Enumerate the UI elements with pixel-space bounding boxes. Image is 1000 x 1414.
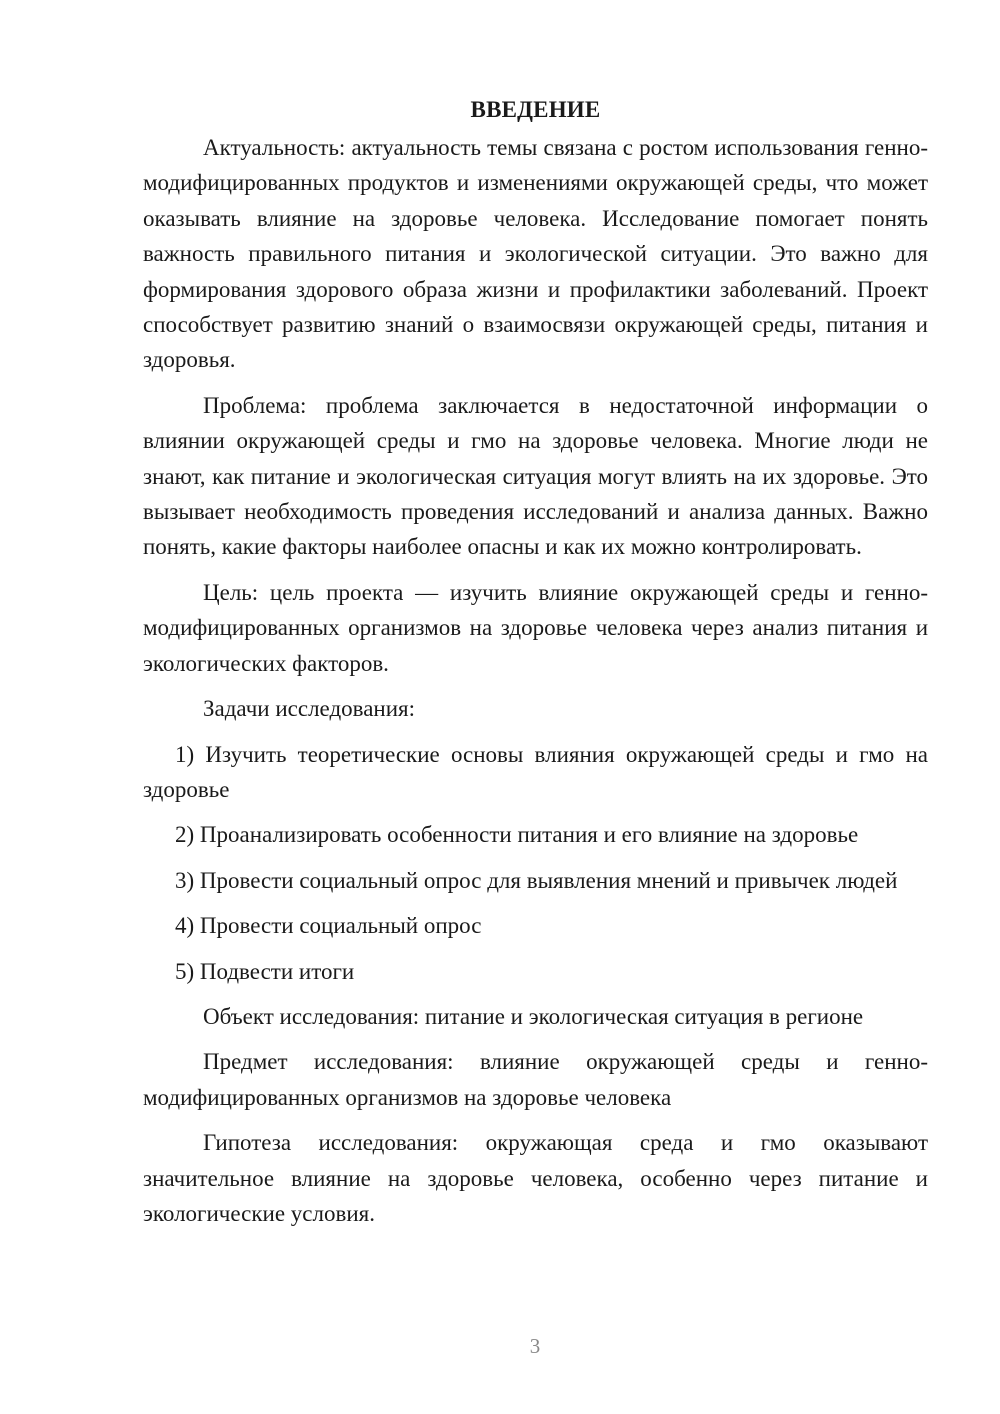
paragraph-object: Объект исследования: питание и экологическая ситуация в регионе [203,1003,864,1029]
tasks-heading: Задачи исследования: [203,696,416,722]
task-item-4: 4) Провести социальный опрос [175,913,482,939]
task-item-2: 2) Проанализировать особенности питания и его влияние на здоровье [175,822,859,848]
task-item-5: 5) Подвести итоги [175,958,355,984]
task-item-3: 3) Провести социальный опрос для выявления мнений и привычек людей [175,867,898,893]
paragraph-hypothesis: Гипотеза исследования: окружающая среда и гмо оказывают значительное влияние на здоровье человека, особенно через питание и экологические условия. [143,1130,928,1226]
paragraph-subject: Предмет исследования: влияние окружающей среды и генно-модифицированных организмов на здоровье человека [143,1049,928,1110]
page-number: 3 [529,1334,541,1358]
page-content [143,92,928,1231]
paragraph-goal: Цель: цель проекта — изучить влияние окружающей среды и генно-модифицированных организмов на здоровье человека через анализ питания и экологических факторов. [143,579,928,676]
paragraph-problem: Проблема: проблема заключается в недостаточной информации о влиянии окружающей среды и гмо на здоровье человека. Многие люди не знают, как питание и экологическая ситуация могут влиять на их здоровье. Это вызывает необходимость проведения исследований и анализа данных. Важно понять, какие факторы наиболее опасны и как их можно контролировать. [143,392,928,560]
page-title: ВВЕДЕНИЕ [470,97,601,122]
paragraph-relevance: Актуальность: актуальность темы связана с ростом использования генно-модифицированных продуктов и изменениями окружающей среды, что может оказывать влияние на здоровье человека. Исследование помогает понять важность правильного питания и экологической ситуации. Это важно для формирования здорового образа жизни и профилактики заболеваний. Проект способствует развитию знаний о взаимосвязи окружающей среды, питания и здоровья. [143,135,928,373]
task-item-1: 1) Изучить теоретические основы влияния окружающей среды и гмо на здоровье [143,741,928,802]
